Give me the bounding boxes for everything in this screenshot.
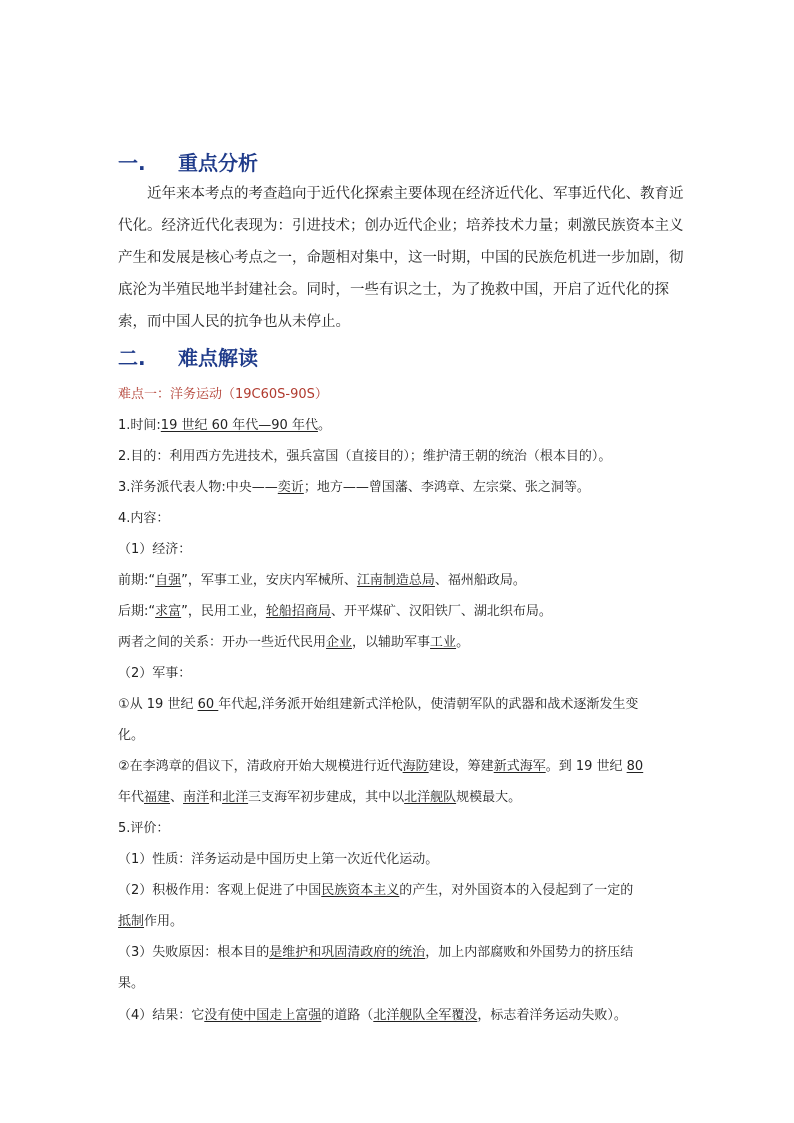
paragraph-line: 代化。经济近代化表现为：引进技术；创办近代企业；培养技术力量；刺激民族资本主义 [118, 218, 684, 234]
section-title: 难点解读 [178, 346, 258, 370]
paragraph-line: 底沦为半殖民地半封建社会。同时，一些有识之士，为了挽救中国，开启了近代化的探 [118, 282, 669, 298]
time-value: 19 世纪 60 年代—90 年代 [160, 418, 318, 433]
positive-effect: （2）积极作用：客观上促进了中国民族资本主义的产生，对外国资本的入侵起到了一定的 抵制作用。 [118, 883, 634, 929]
nature-line: （1）性质：洋务运动是中国历史上第一次近代化运动。 [118, 852, 439, 867]
representatives-line: 3.洋务派代表人物:中央——奕䜣；地方——曾国藩、李鸿章、左宗棠、张之洞等。 [118, 480, 590, 495]
military-label: （2）军事： [118, 666, 192, 681]
military-item-2: ②在李鸿章的倡议下，清政府开始大规模进行近代海防建设，筹建新式海军。到 19 世纪 80 年代福建、南洋和北洋三支海军初步建成，其中以北洋舰队规模最大。 [118, 759, 644, 805]
section-number: 二. [118, 346, 146, 370]
relation-line: 两者之间的关系：开办一些近代民用企业，以辅助军事工业。 [118, 635, 470, 650]
paragraph-line: 索，而中国人民的抗争也从未停止。 [118, 314, 350, 330]
time-line: 1.时间:19 世纪 60 年代—90 年代。 [118, 418, 331, 433]
section-heading-difficulty [118, 342, 258, 371]
military-item-1: ①从 19 世纪 60 年代起,洋务派开始组建新式洋枪队，使清朝军队的武器和战术逐渐发生变 化。 [118, 697, 639, 743]
content-label: 4.内容： [118, 511, 170, 526]
early-stage-line: 前期:“自强”，军事工业，安庆内军械所、江南制造总局、福州船政局。 [118, 573, 526, 588]
failure-reason: （3）失败原因：根本目的是维护和巩固清政府的统治，加上内部腐败和外国势力的挤压结 果。 [118, 945, 634, 991]
difficulty-one-title: 难点一：洋务运动（19C60S-90S） [118, 387, 328, 402]
evaluation-label: 5.评价： [118, 821, 170, 836]
paragraph-line: 产生和发展是核心考点之一，命题相对集中，这一时期，中国的民族危机进一步加剧，彻 [118, 250, 684, 266]
section-title: 重点分析 [178, 151, 258, 175]
key-analysis-paragraph [118, 178, 684, 338]
paragraph-line: 近年来本考点的考查趋向于近代化探索主要体现在经济近代化、军事近代化、教育近 [147, 186, 684, 202]
section-number: 一. [118, 151, 146, 175]
result-line: （4）结果：它没有使中国走上富强的道路（北洋舰队全军覆没，标志着洋务运动失败）。 [118, 1008, 627, 1023]
purpose-line: 2.目的：利用西方先进技术，强兵富国（直接目的）；维护清王朝的统治（根本目的）。 [118, 449, 612, 464]
section-heading-key-analysis [118, 147, 258, 176]
economy-label: （1）经济： [118, 542, 192, 557]
late-stage-line: 后期:“求富”，民用工业，轮船招商局、开平煤矿、汉阳铁厂、湖北织布局。 [118, 604, 552, 619]
